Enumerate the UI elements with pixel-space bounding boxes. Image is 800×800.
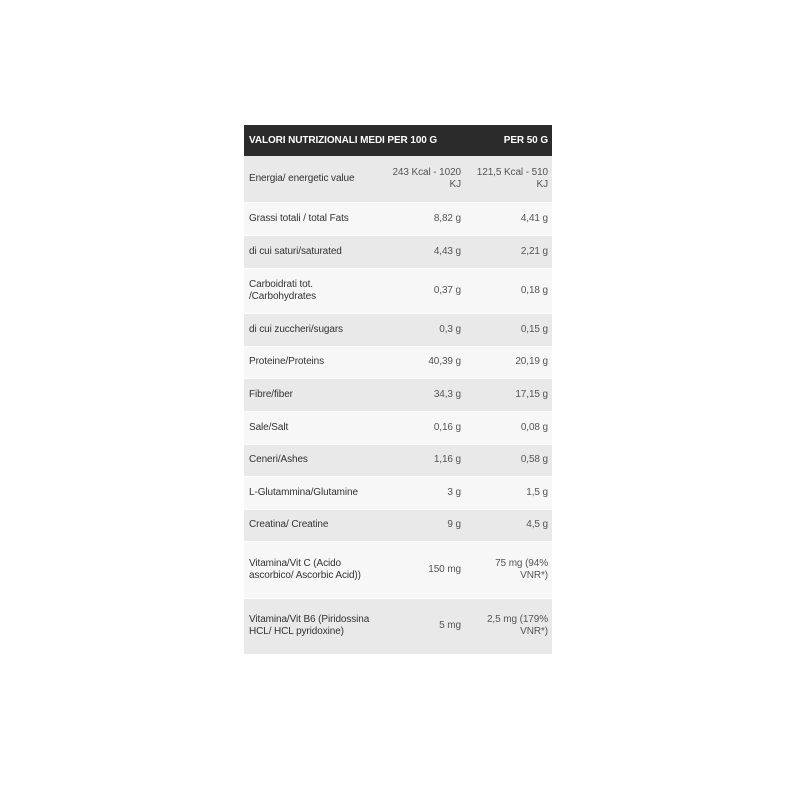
nutrient-label: di cui saturi/saturated — [244, 235, 380, 268]
value-per-50g: 0,15 g — [465, 313, 552, 346]
value-per-100g: 5 mg — [380, 598, 465, 654]
table-row — [244, 235, 552, 268]
nutrient-label: Energia/ energetic value — [244, 156, 380, 202]
table-row — [244, 156, 552, 202]
value-per-50g: 0,18 g — [465, 268, 552, 313]
value-per-100g: 0,16 g — [380, 411, 465, 444]
value-per-50g: 4,5 g — [465, 509, 552, 541]
table-row — [244, 346, 552, 378]
header-per-100g: VALORI NUTRIZIONALI MEDI PER 100 G — [244, 125, 465, 156]
value-per-100g: 40,39 g — [380, 346, 465, 378]
value-per-50g: 20,19 g — [465, 346, 552, 378]
nutrient-label: Proteine/Proteins — [244, 346, 380, 378]
table-row — [244, 268, 552, 313]
value-per-100g: 150 mg — [380, 541, 465, 598]
nutrient-label: Vitamina/Vit C (Acido ascorbico/ Ascorbic Acid)) — [244, 541, 380, 598]
value-per-100g: 9 g — [380, 509, 465, 541]
value-per-50g: 0,08 g — [465, 411, 552, 444]
value-per-50g: 121,5 Kcal - 510 KJ — [465, 156, 552, 202]
table-row — [244, 313, 552, 346]
nutrient-label: di cui zuccheri/sugars — [244, 313, 380, 346]
nutrient-label: Vitamina/Vit B6 (Piridossina HCL/ HCL pyridoxine) — [244, 598, 380, 654]
nutrition-table — [244, 125, 552, 655]
value-per-50g: 17,15 g — [465, 378, 552, 411]
table-row — [244, 411, 552, 444]
value-per-50g: 75 mg (94% VNR*) — [465, 541, 552, 598]
table-header — [244, 125, 552, 156]
table-row — [244, 476, 552, 509]
table-row — [244, 378, 552, 411]
value-per-50g: 2,21 g — [465, 235, 552, 268]
table-row — [244, 202, 552, 235]
value-per-100g: 1,16 g — [380, 444, 465, 476]
nutrient-label: Fibre/fiber — [244, 378, 380, 411]
value-per-50g: 4,41 g — [465, 202, 552, 235]
value-per-50g: 1,5 g — [465, 476, 552, 509]
value-per-100g: 34,3 g — [380, 378, 465, 411]
nutrient-label: Grassi totali / total Fats — [244, 202, 380, 235]
nutrient-label: Ceneri/Ashes — [244, 444, 380, 476]
header-row — [244, 125, 552, 156]
table-row — [244, 444, 552, 476]
value-per-100g: 3 g — [380, 476, 465, 509]
value-per-100g: 0,37 g — [380, 268, 465, 313]
value-per-100g: 0,3 g — [380, 313, 465, 346]
nutrient-label: L-Glutammina/Glutamine — [244, 476, 380, 509]
value-per-100g: 4,43 g — [380, 235, 465, 268]
value-per-50g: 0,58 g — [465, 444, 552, 476]
table-row — [244, 509, 552, 541]
table-row — [244, 541, 552, 598]
table-row — [244, 598, 552, 654]
value-per-50g: 2,5 mg (179% VNR*) — [465, 598, 552, 654]
nutrient-label: Creatina/ Creatine — [244, 509, 380, 541]
header-per-50g: PER 50 G — [465, 125, 552, 156]
value-per-100g: 8,82 g — [380, 202, 465, 235]
nutrient-label: Sale/Salt — [244, 411, 380, 444]
value-per-100g: 243 Kcal - 1020 KJ — [380, 156, 465, 202]
nutrient-label: Carboidrati tot. /Carbohydrates — [244, 268, 380, 313]
